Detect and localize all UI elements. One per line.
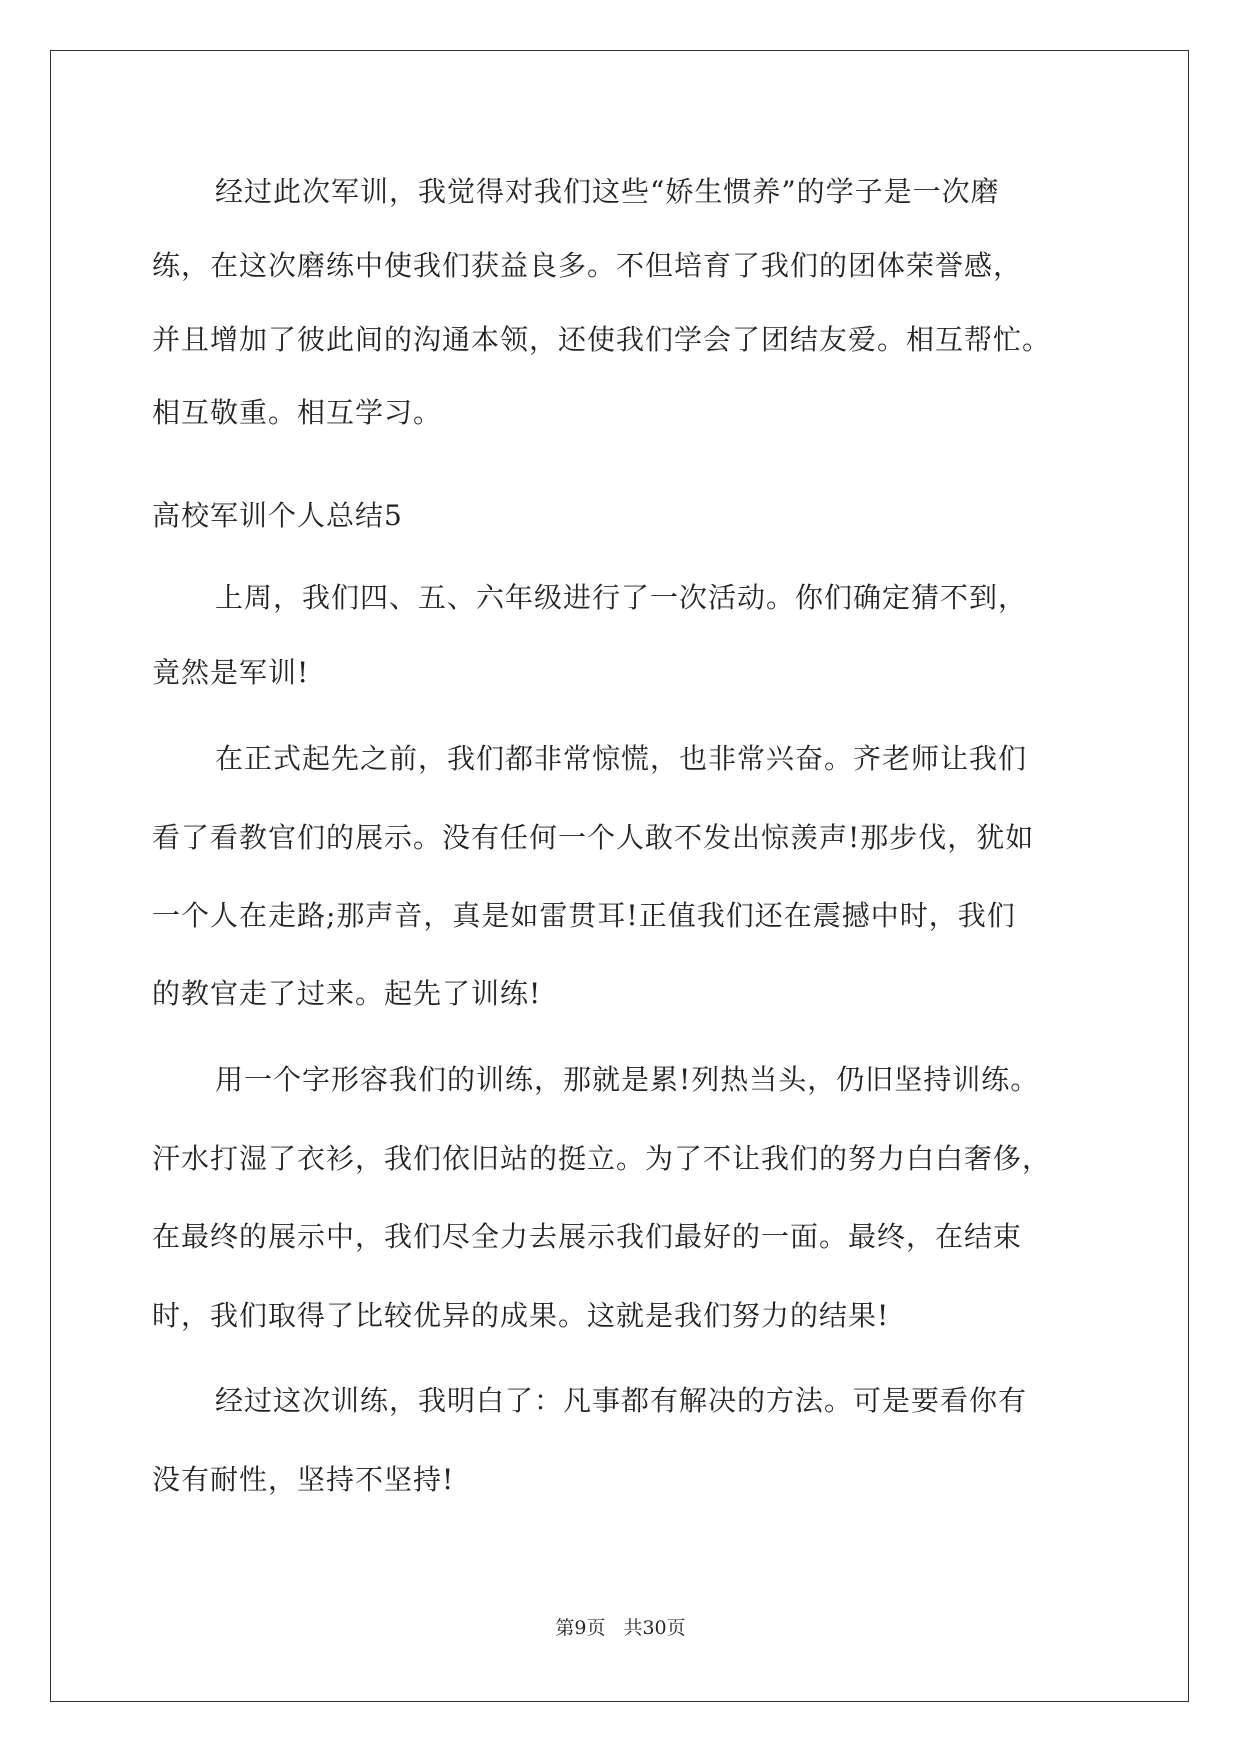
paragraph-line: 竟然是军训! [152, 656, 310, 689]
paragraph-line: 看了看教官们的展示。没有任何一个人敢不发出惊羡声!那步伐，犹如 [152, 821, 1035, 854]
page-total: 共30页 [623, 1617, 686, 1639]
page-number: 第9页 [555, 1617, 606, 1639]
paragraph-line: 相互敬重。相互学习。 [152, 396, 443, 429]
paragraph-line: 一个人在走路;那声音，真是如雷贯耳!正值我们还在震撼中时，我们 [152, 899, 1016, 932]
paragraph-line: 时，我们取得了比较优异的成果。这就是我们努力的结果! [152, 1299, 890, 1332]
page-footer [0, 1616, 1241, 1640]
paragraph-line: 在最终的展示中，我们尽全力去展示我们最好的一面。最终，在结束 [152, 1220, 1023, 1253]
page-border [50, 50, 1189, 1702]
paragraph-line: 的教官走了过来。起先了训练! [152, 977, 542, 1010]
paragraph-line: 没有耐性，坚持不坚持! [152, 1463, 455, 1496]
section-heading: 高校军训个人总结5 [152, 499, 403, 532]
paragraph-line: 练，在这次磨练中使我们获益良多。不但培育了我们的团体荣誉感， [152, 249, 1023, 282]
paragraph-line: 汗水打湿了衣衫，我们依旧站的挺立。为了不让我们的努力白白奢侈， [152, 1142, 1052, 1175]
paragraph-line: 并且增加了彼此间的沟通本领，还使我们学会了团结友爱。相互帮忙。 [152, 323, 1052, 356]
paragraph-line: 经过这次训练，我明白了：凡事都有解决的方法。可是要看你有 [215, 1384, 1028, 1417]
paragraph-line: 在正式起先之前，我们都非常惊慌，也非常兴奋。齐老师让我们 [215, 742, 1028, 775]
paragraph-line: 经过此次军训，我觉得对我们这些“娇生惯养”的学子是一次磨 [215, 175, 1000, 208]
paragraph-line: 用一个字形容我们的训练，那就是累!列热当头，仍旧坚持训练。 [215, 1063, 1040, 1096]
paragraph-line: 上周，我们四、五、六年级进行了一次活动。你们确定猜不到， [215, 581, 1028, 614]
